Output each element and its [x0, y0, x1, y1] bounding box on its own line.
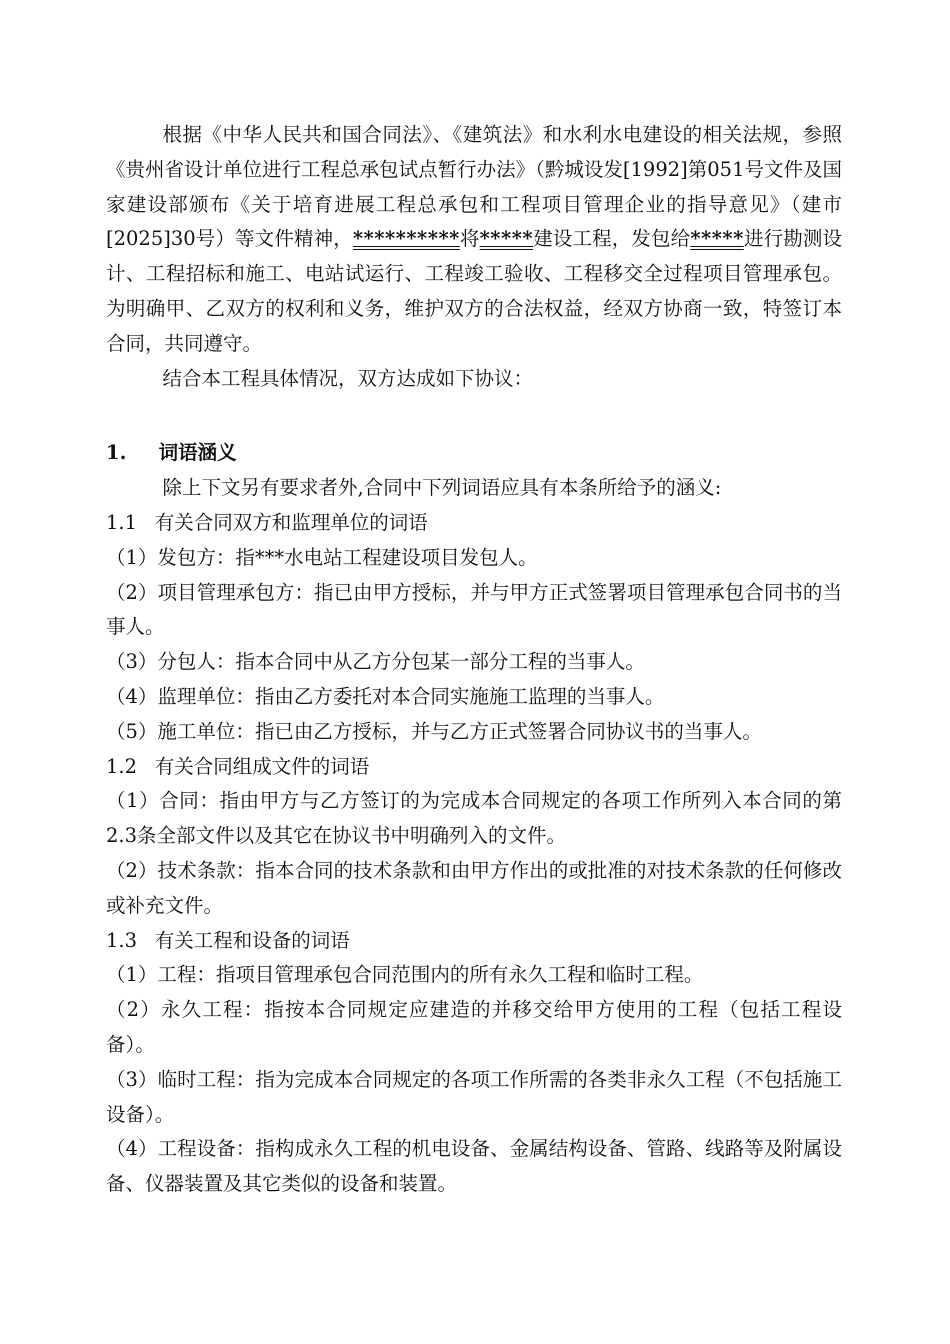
intro-text-c: 建设工程，发包给 [533, 227, 691, 251]
intro-text-b: 将 [459, 227, 480, 251]
definition-item: （3）临时工程：指为完成本合同规定的各项工作所需的各类非永久工程（不包括施工设备）。 [106, 1067, 842, 1126]
subsection-number: 1.1 [106, 510, 138, 534]
subsection-title: 有关合同双方和监理单位的词语 [154, 510, 428, 534]
subsection-number: 1.2 [106, 754, 138, 778]
section-title: 词语涵义 [158, 441, 237, 465]
subsection-number: 1.3 [106, 928, 138, 952]
definition-item: （1）合同：指由甲方与乙方签订的为完成本合同规定的各项工作所列入本合同的第2.3条全部文件以及其它在协议书中明确列入的文件。 [106, 789, 842, 848]
definition-item: （1）工程：指项目管理承包合同范围内的所有永久工程和临时工程。 [106, 963, 704, 987]
definition-item: （4）工程设备：指构成永久工程的机电设备、金属结构设备、管路、线路等及附属设备、仪器装置及其它类似的设备和装置。 [106, 1137, 842, 1196]
masked-project-name: ***** [479, 227, 534, 251]
subsection-title: 有关工程和设备的词语 [154, 928, 350, 952]
section-number: 1. [106, 441, 127, 465]
definition-item: （2）技术条款：指本合同的技术条款和由甲方作出的或批准的对技术条款的任何修改或补充文件。 [106, 858, 842, 917]
subsection-heading [106, 924, 842, 959]
subsection-title: 有关合同组成文件的词语 [154, 754, 370, 778]
subsection-heading [106, 750, 842, 785]
definition-item: （5）施工单位：指已由乙方授标，并与乙方正式签署合同协议书的当事人。 [106, 719, 762, 743]
intro-text-a: 根据《中华人民共和国合同法》、《建筑法》和水利水电建设的相关法规，参照《贵州省设计单位进行工程总承包试点暂行办法》（黔城设发[1992]第051号文件及国家建设部颁布《关于培育进展工程总承包和工程项目管理企业的指导意见》（建市[2025]30号）等文件精神， [106, 123, 842, 251]
definition-item: （2）永久工程：指按本合同规定应建造的并移交给甲方使用的工程（包括工程设备）。 [106, 998, 842, 1056]
spacer [106, 396, 842, 430]
masked-party-name: ********** [352, 227, 460, 251]
definition-item: （2）项目管理承包方：指已由甲方授标，并与甲方正式签署项目管理承包合同书的当事人。 [106, 580, 842, 639]
agreement-statement: 结合本工程具体情况，双方达成如下协议： [162, 366, 534, 390]
subsection-heading [106, 506, 842, 541]
masked-contractor-name: ***** [690, 227, 744, 251]
definition-item: （1）发包方：指***水电站工程建设项目发包人。 [106, 545, 538, 569]
intro-text-d: 进行勘测设计、工程招标和施工、电站试运行、工程竣工验收、工程移交全过程项目管理承包。为明确甲、乙双方的权利和义务，维护双方的合法权益，经双方协商一致，特签订本合同，共同遵守。 [106, 227, 842, 355]
intro-paragraph [106, 118, 842, 362]
section-lead: 除上下文另有要求者外,合同中下列词语应具有本条所给予的涵义: [162, 476, 722, 500]
document-body [106, 118, 842, 1202]
section-heading [106, 436, 842, 471]
definition-item: （4）监理单位：指由乙方委托对本合同实施施工监理的当事人。 [106, 684, 665, 708]
definition-item: （3）分包人：指本合同中从乙方分包某一部分工程的当事人。 [106, 650, 645, 674]
